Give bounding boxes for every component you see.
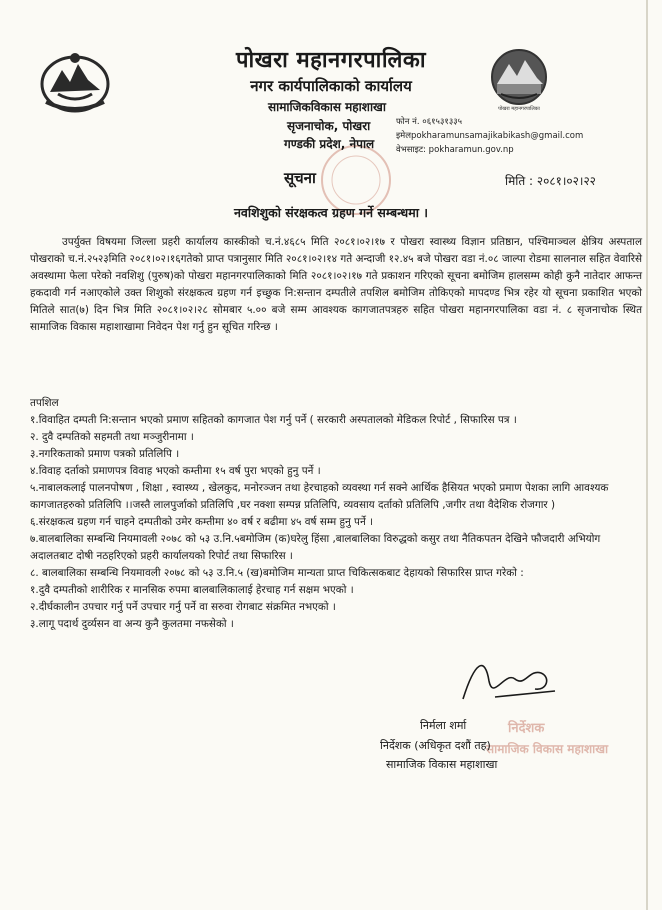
list-item: ५.नाबालकलाई पालनपोषण , शिक्षा , स्वास्थ्य , खेलकुद, मनोरञ्जन तथा हेरचाहको व्यवस्था गर्न सक्ने आर्थिक हैसियत भएको प्रमाण पेशका लागि आवश्यक कागजातहरुको प्रतिलिपि ।।जस्तै लालपुर्जाको प्रतिलिपि ,घर नक्शा सम्पन्न प्रतिलिपि, व्यवसाय दर्ताको प्रतिलिपि ,जगीर तथा वैदेशिक रोजगार ) bbox=[30, 482, 609, 511]
list-item: ३.लागू पदार्थ दुर्व्यसन वा अन्य कुनै कुलतमा नफसेको । bbox=[30, 618, 234, 630]
notice-subject: नवशिशुको संरक्षकत्व ग्रहण गर्ने सम्बन्धमा । bbox=[233, 205, 429, 220]
stamp-text-director: निर्देशक bbox=[508, 721, 545, 736]
notice-heading: सूचना bbox=[284, 169, 316, 187]
list-item: ८. बालबालिका सम्बन्धि नियमावली २०७८ को ५३ उ.नि.५ (ख)बमोजिम मान्यता प्राप्त चिकित्सकबाट देहायको सिफारिस प्राप्त गरेको : bbox=[30, 567, 524, 579]
division-name: सामाजिकविकास महाशाखा bbox=[268, 100, 386, 114]
address-line-2: गण्डकी प्रदेश, नेपाल bbox=[284, 137, 375, 151]
list-item: २.दीर्घकालीन उपचार गर्नु पर्ने उपचार गर्नु पर्ने वा सरुवा रोगबाट संक्रमित नभएको । bbox=[30, 601, 336, 613]
signatory-title: निर्देशक (अधिकृत दशौं तह) bbox=[380, 739, 491, 752]
email-address: इमेलpokharamunsamajikabikash@gmail.com bbox=[396, 131, 584, 141]
list-item: ७.बालबालिका सम्बन्धि नियमावली २०७८ को ५३ उ.नि.५बमोजिम (क)घरेलु हिंसा ,बालबालिका विरुद्धको कसुर तथा नैतिकपतन देखिने फौजदारी अभियोग अदालतबाट दोषी नठहरिएको प्रहरी कार्यालयको रिपोर्ट तथा सिफारिस । bbox=[30, 533, 601, 562]
list-item: १.विवाहित दम्पती नि:सन्तान भएको प्रमाण सहितको कागजात पेश गर्नु पर्ने ( सरकारी अस्पतालको मेडिकल रिपोर्ट , सिफारिस पत्र । bbox=[30, 414, 517, 426]
signatory-name: निर्मला शर्मा bbox=[420, 719, 467, 732]
list-item: २. दुवै दम्पतिको सहमती तथा मञ्जुरीनामा । bbox=[30, 431, 194, 443]
page-edge bbox=[646, 0, 648, 910]
logo-caption: पोखरा महानगरपालिका bbox=[498, 106, 540, 112]
requirements-list bbox=[30, 412, 642, 633]
signatory-department: सामाजिक विकास महाशाखा bbox=[386, 758, 498, 771]
signature-icon bbox=[455, 651, 565, 711]
website: वेभसाइट: pokharamun.gov.np bbox=[396, 145, 514, 155]
phone-number: फोन नं. ०६१५३१३३५ bbox=[396, 117, 463, 127]
address-line-1: सृजनाचोक, पोखरा bbox=[287, 119, 371, 133]
office-name: नगर कार्यपालिकाको कार्यालय bbox=[250, 77, 412, 95]
stamp-text-department: सामाजिक विकास महाशाखा bbox=[486, 742, 609, 756]
tapasil-label: तपशिल bbox=[30, 397, 59, 409]
list-item: ६.संरक्षकत्व ग्रहण गर्न चाहने दम्पतीको उमेर कम्तीमा ४० वर्ष र बढीमा ४५ वर्ष सम्म हुनु पर्ने । bbox=[30, 516, 373, 528]
list-item: ४.विवाह दर्ताको प्रमाणपत्र विवाह भएको कम्तीमा १५ वर्ष पुरा भएको हुनु पर्ने । bbox=[30, 465, 321, 477]
org-name: पोखरा महानगरपालिका bbox=[235, 48, 427, 73]
list-item: १.दुवै दम्पतीको शारीरिक र मानसिक रुपमा बालबालिकालाई हेरचाह गर्न सक्षम भएको । bbox=[30, 584, 354, 596]
notice-date: मिति : २०८१।०२।२२ bbox=[505, 174, 596, 188]
notice-body: उपर्युक्त विषयमा जिल्ला प्रहरी कार्यालय कास्कीको च.नं.४६८५ मिति २०८१।०२।१७ र पोखरा स्वास्थ्य विज्ञान प्रतिष्ठान, पश्चिमाञ्चल क्षेत्रिय अस्पताल पोखराको च.नं.२५२३मिति २०८१।०२।१६गतेको प्राप्त पत्रानुसार मिति २०८१।०२।१४ गते अन्दाजी १२.४५ बजे पोखरा वडा नं.०८ जाल्पा रोडमा सालनाल सहित वेवारिसे अवस्थामा फेला परेको नवशिशु (पुरुष)को पोखरा महानगरपालिकाको मिति २०८१।०२।१७ गते प्रकाशन गरिएको सूचना बमोजिम हालसम्म कोही कुनै नातेदार आफन्त हकदावी गर्न नआएकोले उक्त शिशुको संरक्षकत्व ग्रहण गर्न इच्छुक नि:सन्तान दम्पतीले तपशिल बमोजिम तोकिएको मापदण्ड भित्र रहेर यो सूचना प्रकाशित भएको मितिले सात(७) दिन भित्र मिति २०८१।०२।२८ सोमबार ५.०० बजे सम्म आवश्यक कागजातपत्रहरु सहित पोखरा महानगरपालिका वडा नं. ८ सृजनाचोक स्थित सामाजिक विकास महाशाखामा निवेदन पेश गर्नु हुन सूचित गरिन्छ । bbox=[30, 236, 642, 333]
list-item: ३.नगरिकताको प्रमाण पत्रको प्रतिलिपि । bbox=[30, 448, 180, 460]
